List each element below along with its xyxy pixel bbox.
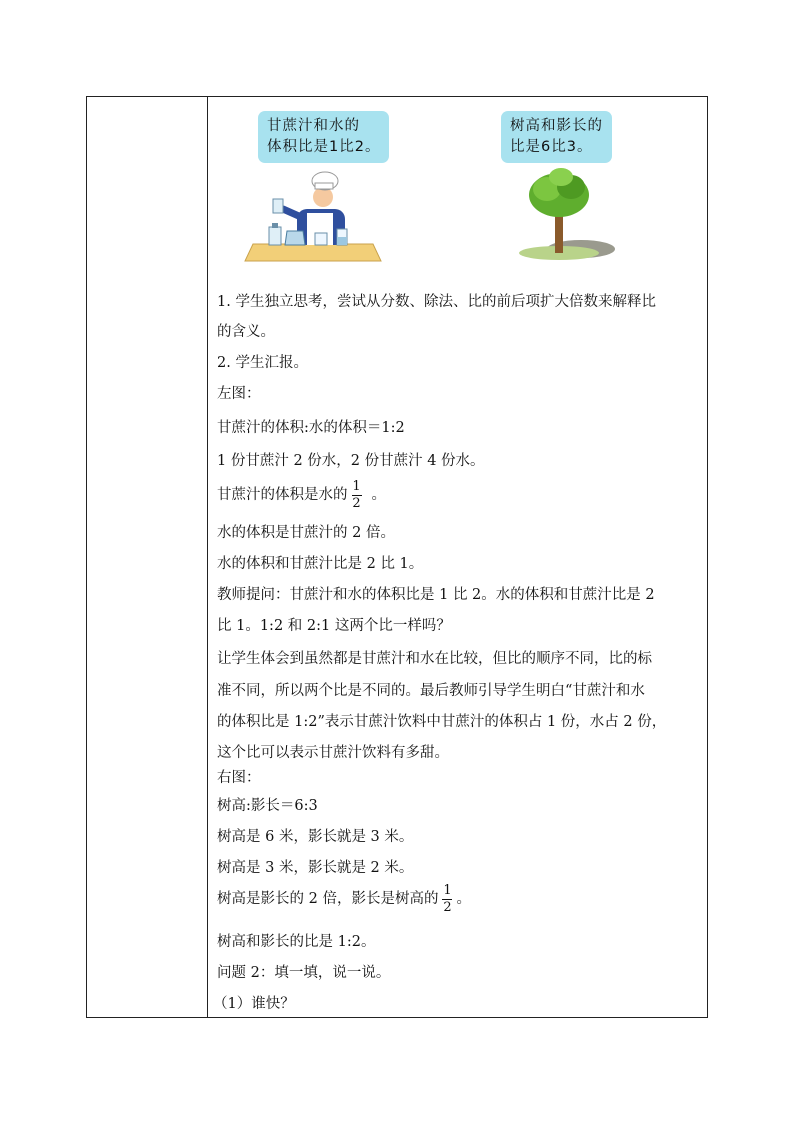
text-line-23: （1）谁快？ [213,996,295,1012]
text-line-22: 问题 2：填一填，说一说。 [217,965,391,981]
text-line-7-pre: 甘蔗汁的体积是水的 [217,487,348,503]
lesson-content [213,97,707,1017]
fraction-1-denominator: 2 [352,495,361,511]
bubble-juice-line2: 体积比是1比2。 [267,139,381,155]
text-line-19: 树高是 3 米，影长就是 2 米。 [217,860,414,876]
fraction-one-half-1 [352,480,362,511]
text-line-16: 右图： [217,770,261,786]
speech-bubble-tree [501,111,612,163]
text-line-15: 这个比可以表示甘蔗汁饮料有多甜。 [217,745,449,761]
fraction-2-denominator: 2 [443,899,452,915]
text-line-3: 2. 学生汇报。 [217,355,308,371]
text-line-20 [217,880,471,918]
text-line-1: 1. 学生独立思考，尝试从分数、除法、比的前后项扩大倍数来解释比 [217,294,656,310]
text-line-7-post: 。 [371,487,386,503]
text-line-12: 让学生体会到虽然都是甘蔗汁和水在比较，但比的顺序不同，比的标 [217,651,652,667]
text-line-20-pre: 树高是影长的 2 倍，影长是树高的 [217,891,439,907]
text-line-14: 的体积比是 1:2”表示甘蔗汁饮料中甘蔗汁的体积占 1 份，水占 2 份， [217,714,667,730]
fraction-one-half-2 [442,884,452,915]
text-line-7 [217,476,386,514]
tree-shadow-illustration [519,167,619,262]
column-divider [207,97,208,1017]
text-line-8: 水的体积是甘蔗汁的 2 倍。 [217,525,395,541]
chef-juice-illustration [243,169,383,264]
text-line-18: 树高是 6 米，影长就是 3 米。 [217,829,414,845]
text-line-9: 水的体积和甘蔗汁比是 2 比 1。 [217,556,424,572]
bubble-tree-line2: 比是6比3。 [510,139,593,155]
text-line-4: 左图： [217,386,261,402]
bubble-juice-line1: 甘蔗汁和水的 [267,118,360,134]
text-line-6: 1 份甘蔗汁 2 份水，2 份甘蔗汁 4 份水。 [217,453,485,469]
text-line-5: 甘蔗汁的体积:水的体积＝1:2 [217,420,405,436]
text-line-11: 比 1。1:2 和 2:1 这两个比一样吗？ [217,618,451,634]
bubble-tree-line1: 树高和影长的 [510,118,603,134]
speech-bubble-juice [258,111,389,163]
lesson-table [86,96,708,1018]
text-line-21: 树高和影长的比是 1:2。 [217,934,376,950]
fraction-1-numerator: 1 [352,478,361,494]
text-line-10: 教师提问：甘蔗汁和水的体积比是 1 比 2。水的体积和甘蔗汁比是 2 [217,587,655,603]
text-line-20-post: 。 [456,891,471,907]
fraction-2-numerator: 1 [443,882,452,898]
text-line-2: 的含义。 [217,324,275,340]
text-line-17: 树高:影长＝6:3 [217,798,318,814]
text-line-13: 准不同，所以两个比是不同的。最后教师引导学生明白“甘蔗汁和水 [217,683,645,699]
